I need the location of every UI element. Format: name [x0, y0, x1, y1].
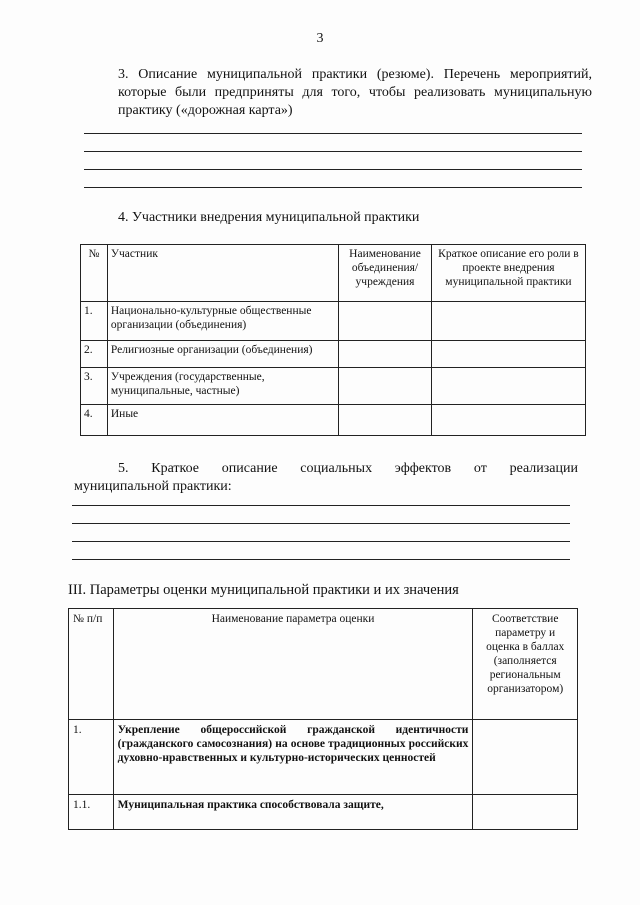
- header-score: Соответствие параметру и оценка в баллах (заполняется региональным организатором): [473, 609, 578, 720]
- row-role-cell[interactable]: [431, 341, 585, 368]
- answer-line[interactable]: [84, 187, 582, 188]
- row-num: 1.1.: [69, 795, 114, 830]
- part-3-title: III. Параметры оценки муниципальной практики и их значения: [68, 582, 459, 598]
- row-parameter: Муниципальная практика способствовала защите,: [113, 795, 473, 830]
- section-5-answer-lines[interactable]: [72, 505, 570, 577]
- header-num: № п/п: [69, 609, 114, 720]
- row-participant: Иные: [107, 405, 338, 436]
- row-organization-cell[interactable]: [339, 405, 432, 436]
- answer-line[interactable]: [84, 169, 582, 170]
- section-3-paragraph: 3. Описание муниципальной практики (резюме). Перечень мероприятий, которые были предприняты для того, чтобы реализовать муниципальную практику («дорожная карта»): [118, 67, 592, 118]
- section-3-answer-lines[interactable]: [84, 133, 582, 205]
- table-row: [69, 720, 578, 795]
- row-participant: Религиозные организации (объединения): [107, 341, 338, 368]
- row-score-cell[interactable]: [473, 795, 578, 830]
- section-5-line1: 5. Краткое описание социальных эффектов от реализации: [118, 461, 578, 476]
- header-num: №: [81, 245, 108, 302]
- answer-line[interactable]: [72, 559, 570, 560]
- table-row: [81, 302, 586, 341]
- row-role-cell[interactable]: [431, 405, 585, 436]
- row-num: 4.: [81, 405, 108, 436]
- row-participant: Учреждения (государственные, муниципальные, частные): [107, 368, 338, 405]
- section-4-title: 4. Участники внедрения муниципальной практики: [118, 210, 420, 225]
- answer-line[interactable]: [72, 523, 570, 524]
- row-num: 1.: [81, 302, 108, 341]
- row-parameter: Укрепление общероссийской гражданской идентичности (гражданского самосознания) на основе традиционных российских духовно-нравственных и культурно-исторических ценностей: [113, 720, 473, 795]
- table-row: [69, 795, 578, 830]
- row-num: 3.: [81, 368, 108, 405]
- row-num: 1.: [69, 720, 114, 795]
- answer-line[interactable]: [72, 541, 570, 542]
- page-number: 3: [316, 31, 324, 46]
- answer-line[interactable]: [72, 505, 570, 506]
- row-num: 2.: [81, 341, 108, 368]
- header-organization: Наименование объединения/ учреждения: [339, 245, 432, 302]
- table-row: [81, 405, 586, 436]
- table-row: [81, 368, 586, 405]
- row-organization-cell[interactable]: [339, 302, 432, 341]
- row-participant: Национально-культурные общественные организации (объединения): [107, 302, 338, 341]
- header-participant: Участник: [107, 245, 338, 302]
- table-row: [81, 341, 586, 368]
- table-header-row: [69, 609, 578, 720]
- section-5-text: [74, 460, 578, 496]
- header-role: Краткое описание его роли в проекте внедрения муниципальной практики: [431, 245, 585, 302]
- row-role-cell[interactable]: [431, 302, 585, 341]
- participants-table: [80, 244, 586, 436]
- section-3-text: [86, 66, 592, 120]
- row-score-cell[interactable]: [473, 720, 578, 795]
- row-organization-cell[interactable]: [339, 368, 432, 405]
- answer-line[interactable]: [84, 133, 582, 134]
- table-header-row: [81, 245, 586, 302]
- header-parameter: Наименование параметра оценки: [113, 609, 473, 720]
- row-organization-cell[interactable]: [339, 341, 432, 368]
- evaluation-table: [68, 608, 578, 830]
- answer-line[interactable]: [84, 151, 582, 152]
- row-role-cell[interactable]: [431, 368, 585, 405]
- section-5-line2: муниципальной практики:: [74, 479, 232, 494]
